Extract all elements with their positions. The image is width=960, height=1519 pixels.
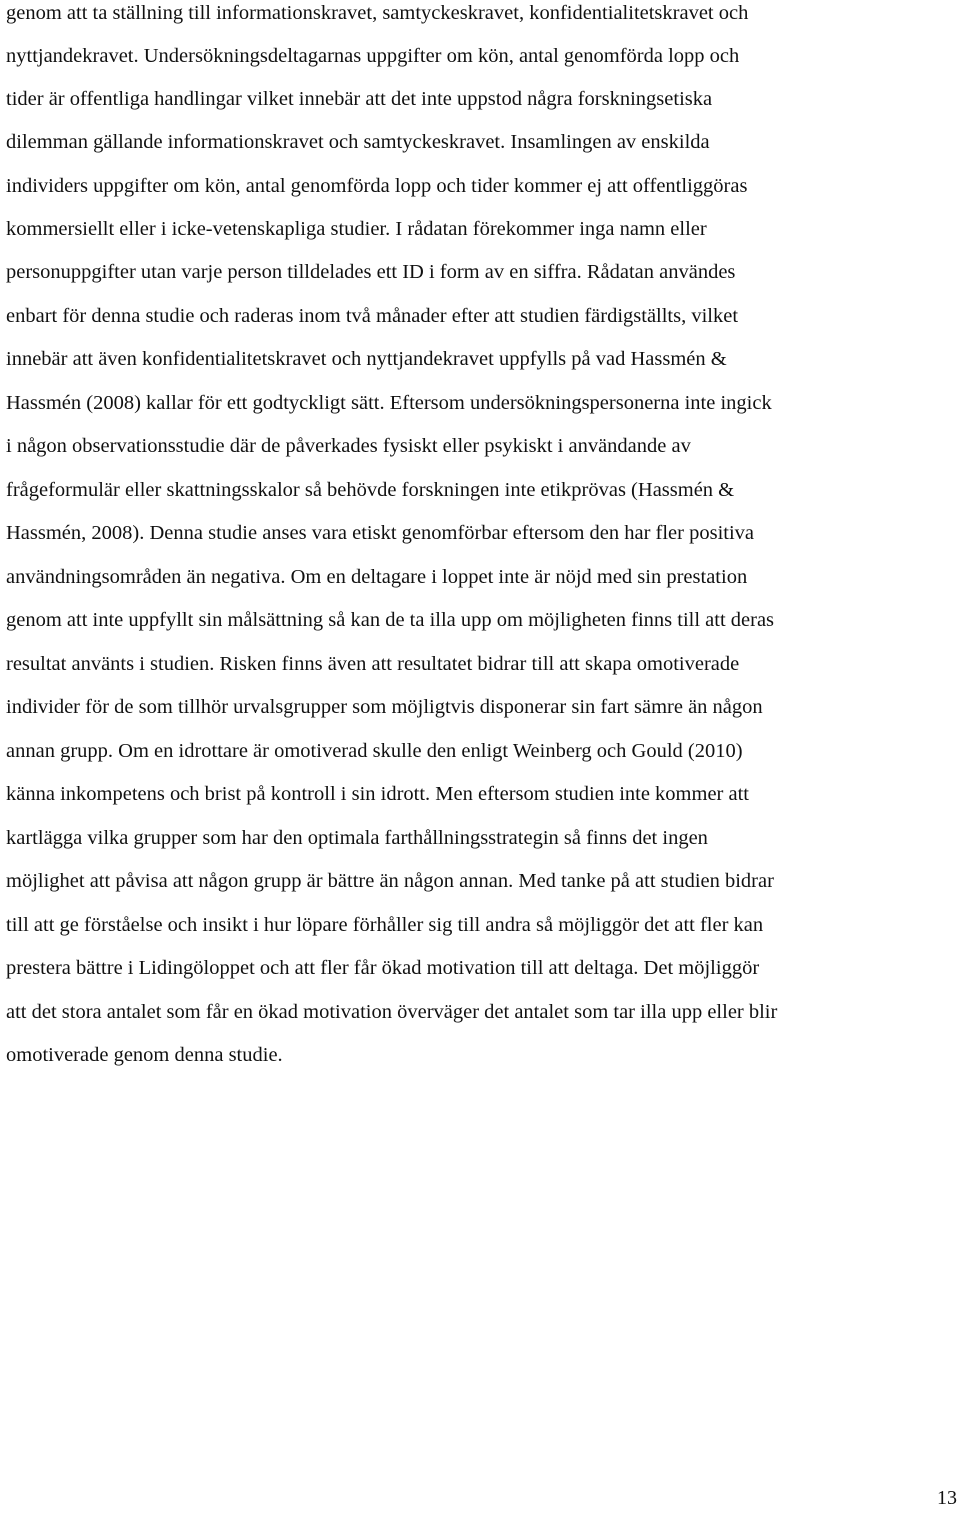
body-text-line: känna inkompetens och brist på kontroll i sin idrott. Men eftersom studien inte kommer att <box>6 783 749 805</box>
body-text-line: nyttjandekravet. Undersökningsdeltagarnas uppgifter om kön, antal genomförda lopp och <box>6 45 740 67</box>
body-text-line: användningsområden än negativa. Om en deltagare i loppet inte är nöjd med sin prestation <box>6 566 748 588</box>
body-text-line: enbart för denna studie och raderas inom två månader efter att studien färdigställts, vilket <box>6 305 739 327</box>
body-text-line: i någon observationsstudie där de påverkades fysiskt eller psykiskt i användande av <box>6 435 691 457</box>
body-text-line: prestera bättre i Lidingöloppet och att fler får ökad motivation till att deltaga. Det möjliggör <box>6 957 760 979</box>
body-text-line: att det stora antalet som får en ökad motivation överväger det antalet som tar illa upp eller blir <box>6 1001 778 1023</box>
body-text-line: individers uppgifter om kön, antal genomförda lopp och tider kommer ej att offentliggöras <box>6 175 748 197</box>
body-text-line: kartlägga vilka grupper som har den optimala farthållningsstrategin så finns det ingen <box>6 827 708 849</box>
body-text-line: individer för de som tillhör urvalsgrupper som möjligtvis disponerar sin fart sämre än någon <box>6 696 763 718</box>
body-text-line: resultat använts i studien. Risken finns även att resultatet bidrar till att skapa omotiverade <box>6 653 740 675</box>
body-text-line: Hassmén, 2008). Denna studie anses vara etiskt genomförbar eftersom den har fler positiva <box>6 522 755 544</box>
page-number: 13 <box>937 1487 957 1509</box>
body-text-line: kommersiellt eller i icke-vetenskapliga studier. I rådatan förekommer inga namn eller <box>6 218 707 240</box>
body-text-line: Hassmén (2008) kallar för ett godtyckligt sätt. Eftersom undersökningspersonerna inte ingick <box>6 392 772 414</box>
body-text-line: omotiverade genom denna studie. <box>6 1044 283 1066</box>
body-text-line: personuppgifter utan varje person tilldelades ett ID i form av en siffra. Rådatan användes <box>6 261 736 283</box>
body-text-line: dilemman gällande informationskravet och samtyckeskravet. Insamlingen av enskilda <box>6 131 710 153</box>
body-text-line: innebär att även konfidentialitetskravet och nyttjandekravet uppfylls på vad Hassmén & <box>6 348 727 370</box>
body-text-line: frågeformulär eller skattningsskalor så behövde forskningen inte etikprövas (Hassmén & <box>6 479 735 501</box>
body-text-line: tider är offentliga handlingar vilket innebär att det inte uppstod några forskningsetiska <box>6 88 713 110</box>
body-text-line: till att ge förståelse och insikt i hur löpare förhåller sig till andra så möjliggör det att fler kan <box>6 914 764 936</box>
body-text-line: möjlighet att påvisa att någon grupp är bättre än någon annan. Med tanke på att studien bidrar <box>6 870 774 892</box>
body-text-line: genom att inte uppfyllt sin målsättning så kan de ta illa upp om möjligheten finns till att deras <box>6 609 775 631</box>
body-text-line: genom att ta ställning till informationskravet, samtyckeskravet, konfidentialitetskravet och <box>6 2 749 24</box>
body-text-line: annan grupp. Om en idrottare är omotiverad skulle den enligt Weinberg och Gould (2010) <box>6 740 743 762</box>
